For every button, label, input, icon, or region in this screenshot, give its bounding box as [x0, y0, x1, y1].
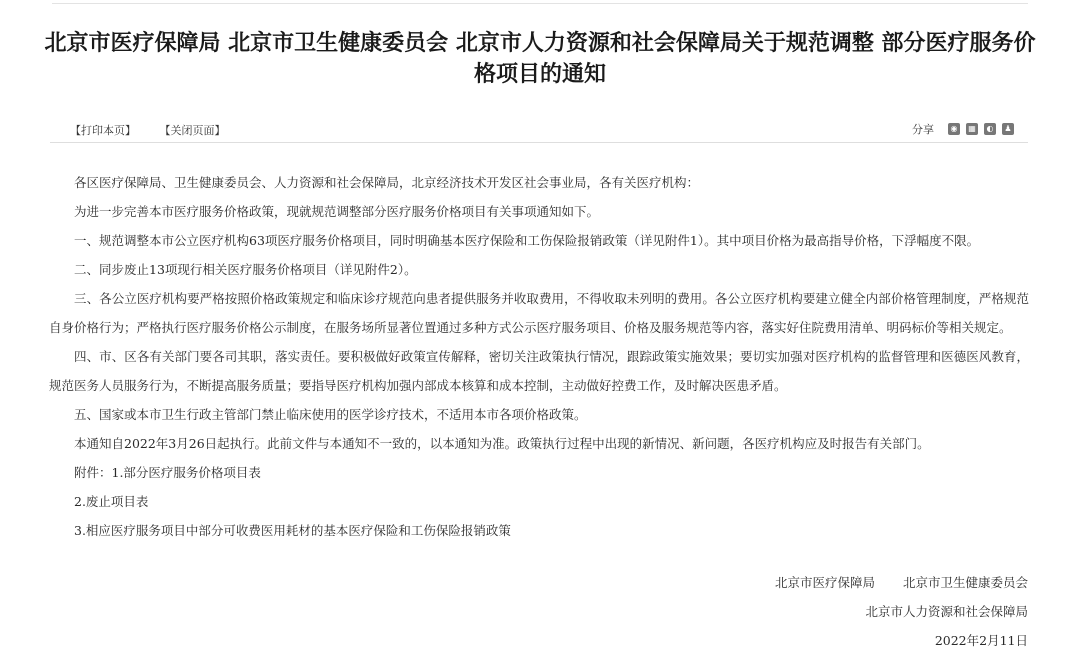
- tool-links: [70, 122, 246, 138]
- body-paragraph: 本通知自2022年3月26日起执行。此前文件与本通知不一致的，以本通知为准。政策执行过程中出现的新情况、新问题，各医疗机构应及时报告有关部门。: [74, 436, 930, 451]
- share-label: 分享: [912, 123, 934, 136]
- signature-date: 2022年2月11日: [934, 633, 1028, 648]
- weibo-icon[interactable]: ◉: [948, 123, 960, 135]
- signature-line-1: [775, 568, 1028, 597]
- signature-org-hr-social-security: 北京市人力资源和社会保障局: [865, 604, 1028, 619]
- signature-block: [775, 568, 1028, 655]
- renren-icon[interactable]: ♟: [1002, 123, 1014, 135]
- print-page-link[interactable]: 【打印本页】: [70, 124, 136, 137]
- body-paragraph: 二、同步废止13项现行相关医疗服务价格项目（详见附件2）。: [74, 262, 417, 277]
- body-paragraph: 各区医疗保障局、卫生健康委员会、人力资源和社会保障局，北京经济技术开发区社会事业局，各有关医疗机构：: [74, 175, 700, 190]
- article-toolbar: [50, 118, 1028, 143]
- signature-org-healthcare-security: 北京市医疗保障局: [774, 575, 875, 590]
- article-body: [49, 168, 1029, 545]
- attachment-item: 附件：1.部分医疗服务价格项目表: [74, 465, 261, 480]
- top-divider: [52, 0, 1028, 4]
- body-paragraph: 四、市、区各有关部门要各司其职，落实责任。要积极做好政策宣传解释，密切关注政策执行情况，跟踪政策实施效果；要切实加强对医疗机构的监督管理和医德医风教育，规范医务人员服务行为，不断提高服务质量；要指导医疗机构加强内部成本核算和成本控制，主动做好控费工作，及时解决医患矛盾。: [49, 349, 1029, 393]
- body-paragraph: 一、规范调整本市公立医疗机构63项医疗服务价格项目，同时明确基本医疗保险和工伤保险报销政策（详见附件1）。其中项目价格为最高指导价格，下浮幅度不限。: [74, 233, 980, 248]
- signature-org-health-commission: 北京市卫生健康委员会: [902, 575, 1028, 590]
- wechat-icon[interactable]: ▦: [966, 123, 978, 135]
- share-bar: [912, 121, 1014, 137]
- page-title: 北京市医疗保障局 北京市卫生健康委员会 北京市人力资源和社会保障局关于规范调整 部分医疗服务价格项目的通知: [44, 30, 1036, 87]
- body-paragraph: 五、国家或本市卫生行政主管部门禁止临床使用的医学诊疗技术，不适用本市各项价格政策。: [74, 407, 587, 422]
- attachment-item: 3.相应医疗服务项目中部分可收费医用耗材的基本医疗保险和工伤保险报销政策: [74, 523, 511, 538]
- attachment-item: 2.废止项目表: [74, 494, 149, 509]
- body-paragraph: 三、各公立医疗机构要严格按照价格政策规定和临床诊疗规范向患者提供服务并收取费用，不得收取未列明的费用。各公立医疗机构要建立健全内部价格管理制度，严格规范自身价格行为；严格执行医疗服务价格公示制度，在服务场所显著位置通过多种方式公示医疗服务项目、价格及服务规范等内容，落实好住院费用清单、明码标价等相关规定。: [49, 291, 1029, 335]
- body-paragraph: 为进一步完善本市医疗服务价格政策，现就规范调整部分医疗服务价格项目有关事项通知如下。: [74, 204, 600, 219]
- close-page-link[interactable]: 【关闭页面】: [159, 124, 226, 137]
- qzone-icon[interactable]: ◐: [984, 123, 996, 135]
